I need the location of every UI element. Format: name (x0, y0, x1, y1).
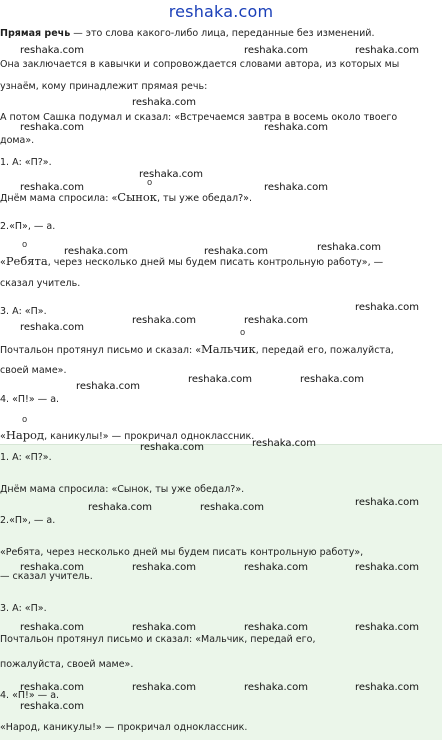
definition-term: Прямая речь (0, 28, 71, 39)
scheme-3: 3. А: «П». (0, 306, 47, 317)
answer-quote-1: Днём мама спросила: «Сынок, ты уже обедал?». (0, 484, 245, 495)
watermark: reshaka.com (355, 497, 419, 508)
watermark: reshaka.com (20, 322, 84, 333)
stress-mark-o: o (147, 178, 153, 188)
watermark: reshaka.com (64, 246, 128, 257)
stress-mark-o: o (22, 240, 28, 250)
handwritten-word: Народ (5, 428, 45, 442)
watermark: reshaka.com (20, 701, 84, 712)
quote-4: «Народ, каникулы!» — прокричал одноклассник. (0, 428, 255, 442)
scheme-2: 2.«П», — а. (0, 221, 56, 232)
divider (0, 444, 442, 445)
scheme-1: 1. А: «П?». (0, 157, 52, 168)
definition-line-1 (0, 28, 375, 39)
watermark: reshaka.com (20, 45, 84, 56)
watermark: reshaka.com (264, 122, 328, 133)
watermark: reshaka.com (20, 122, 84, 133)
stress-mark-o: o (240, 328, 246, 338)
watermark: reshaka.com (88, 502, 152, 513)
answer-scheme-2: 2.«П», — а. (0, 515, 56, 526)
answer-quote-3-line-1: Почтальон протянул письмо и сказал: «Мальчик, передай его, (0, 634, 316, 645)
answer-quote-2-line-1: «Ребята, через несколько дней мы будем писать контрольную работу», (0, 547, 364, 558)
definition-rest: — это слова какого-либо лица, переданные без изменений. (70, 28, 375, 39)
watermark: reshaka.com (139, 169, 203, 180)
scheme-4: 4. «П!» — а. (0, 394, 60, 405)
watermark: reshaka.com (132, 622, 196, 633)
watermark: reshaka.com (132, 315, 196, 326)
watermark: reshaka.com (204, 246, 268, 257)
watermark: reshaka.com (76, 381, 140, 392)
answer-scheme-3: 3. А: «П». (0, 603, 47, 614)
watermark: reshaka.com (140, 442, 204, 453)
watermark: reshaka.com (132, 682, 196, 693)
quote-3-line-2: своей маме». (0, 365, 67, 376)
watermark: reshaka.com (244, 622, 308, 633)
watermark: reshaka.com (132, 562, 196, 573)
answer-quote-2-line-2: — сказал учитель. (0, 571, 93, 582)
watermark: reshaka.com (244, 45, 308, 56)
watermark: reshaka.com (188, 374, 252, 385)
watermark: reshaka.com (355, 682, 419, 693)
watermark: reshaka.com (300, 374, 364, 385)
quote-3: Почтальон протянул письмо и сказал: «Мальчик, передай его, пожалуйста, (0, 342, 394, 356)
watermark: reshaka.com (355, 622, 419, 633)
answer-quote-3-line-2: пожалуйста, своей маме». (0, 659, 134, 670)
watermark: reshaka.com (20, 682, 84, 693)
quote-2: «Ребята, через несколько дней мы будем писать контрольную работу», — (0, 254, 384, 268)
watermark: reshaka.com (355, 302, 419, 313)
stress-mark-o: o (22, 415, 28, 425)
watermark: reshaka.com (132, 97, 196, 108)
handwritten-word: Сынок (117, 190, 157, 204)
watermark: reshaka.com (355, 562, 419, 573)
example-line-2: дома». (0, 135, 35, 146)
watermark: reshaka.com (355, 45, 419, 56)
watermark: reshaka.com (200, 502, 264, 513)
watermark: reshaka.com (317, 242, 381, 253)
answer-scheme-4: 4. «П!» — а. (0, 690, 60, 701)
watermark: reshaka.com (252, 438, 316, 449)
watermark: reshaka.com (244, 682, 308, 693)
answer-quote-4: «Народ, каникулы!» — прокричал одноклассник. (0, 722, 248, 733)
quote-2-line-2: сказал учитель. (0, 278, 81, 289)
example-line-1: А потом Сашка подумал и сказал: «Встречаемся завтра в восемь около твоего (0, 112, 398, 123)
watermark: reshaka.com (20, 182, 84, 193)
answer-scheme-1: 1. А: «П?». (0, 452, 52, 463)
watermark: reshaka.com (20, 562, 84, 573)
watermark: reshaka.com (20, 622, 84, 633)
site-logo[interactable]: reshaka.com (168, 2, 274, 21)
handwritten-word: Ребята (5, 254, 48, 268)
definition-line-3: узнаём, кому принадлежит прямая речь: (0, 81, 208, 92)
watermark: reshaka.com (244, 315, 308, 326)
watermark: reshaka.com (244, 562, 308, 573)
handwritten-word: Мальчик (201, 342, 256, 356)
watermark: reshaka.com (264, 182, 328, 193)
definition-line-2: Она заключается в кавычки и сопровождается словами автора, из которых мы (0, 59, 400, 70)
quote-1: Днём мама спросила: «Сынок, ты уже обедал?». (0, 190, 252, 204)
